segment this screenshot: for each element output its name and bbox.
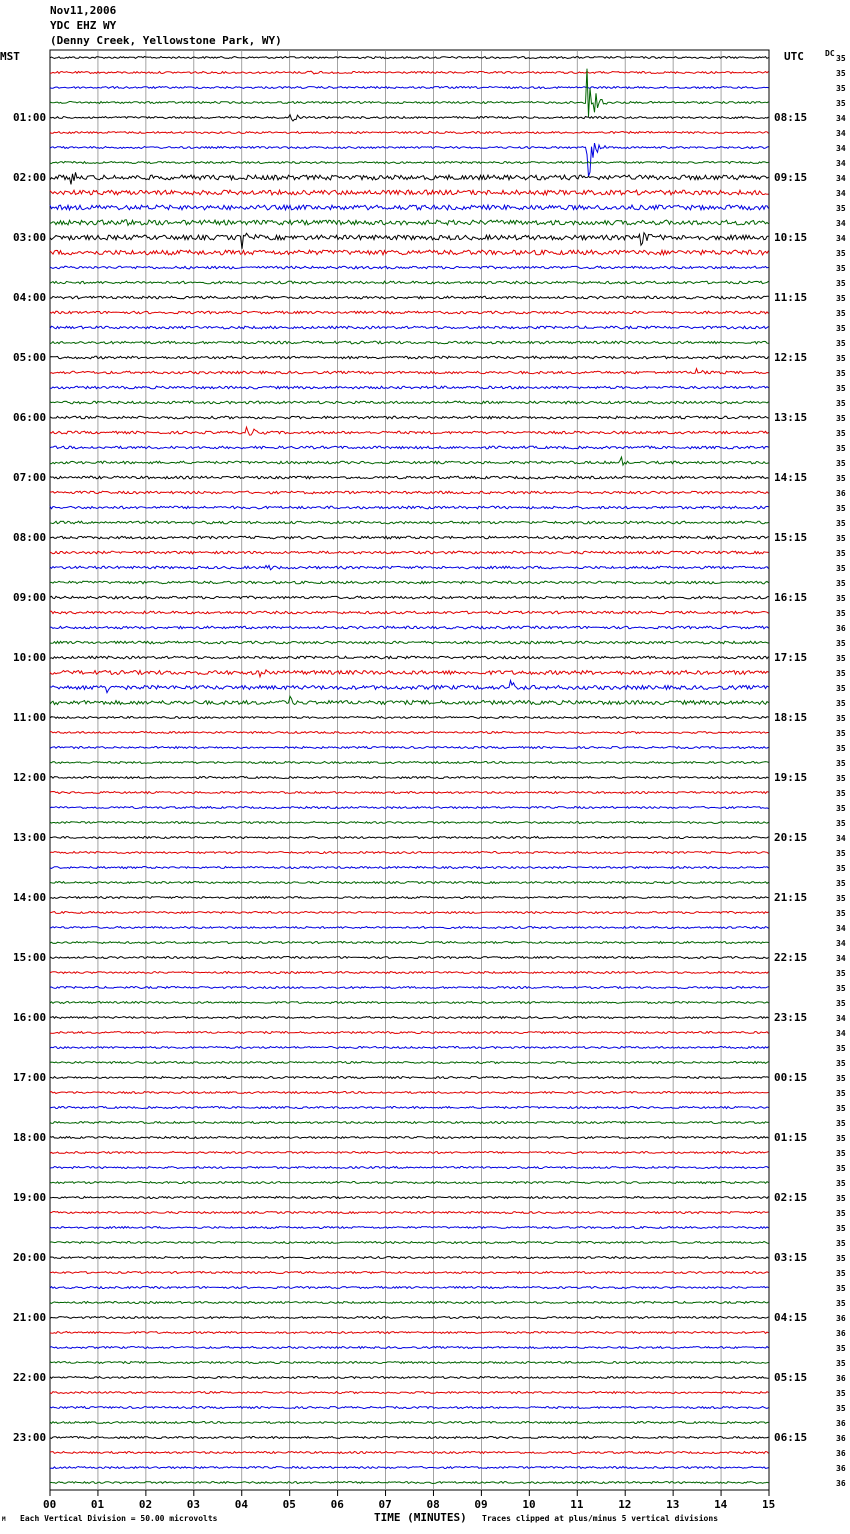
dc-offset-label: 34 — [836, 218, 846, 228]
x-tick-label: 07 — [378, 1498, 392, 1511]
left-hour-label: 11:00 — [13, 710, 47, 724]
dc-offset-label: 35 — [836, 893, 846, 903]
left-hour-label: 14:00 — [13, 890, 47, 904]
dc-title: DC — [825, 49, 835, 58]
dc-offset-label: 34 — [836, 173, 846, 183]
left-hour-label: 10:00 — [13, 650, 47, 664]
dc-offset-label: 35 — [836, 308, 846, 318]
dc-offset-label: 35 — [836, 668, 846, 678]
dc-offset-label: 35 — [836, 53, 846, 63]
dc-offset-label: 34 — [836, 233, 846, 243]
x-tick-label: 15 — [762, 1498, 776, 1511]
x-tick-label: 03 — [186, 1498, 201, 1511]
left-hour-label: 21:00 — [13, 1310, 47, 1324]
right-hour-label: 17:15 — [774, 650, 808, 664]
right-hour-label: 14:15 — [774, 470, 808, 484]
dc-offset-label: 35 — [836, 1388, 846, 1398]
x-tick-label: 09 — [474, 1498, 488, 1511]
x-tick-label: 12 — [618, 1498, 632, 1511]
dc-offset-label: 35 — [836, 1403, 846, 1413]
dc-offset-label: 36 — [836, 1328, 846, 1338]
left-hour-label: 02:00 — [13, 170, 47, 184]
dc-offset-label: 35 — [836, 1148, 846, 1158]
dc-offset-label: 35 — [836, 848, 846, 858]
dc-offset-label: 35 — [836, 458, 846, 468]
x-tick-label: 06 — [330, 1498, 344, 1511]
left-hour-label: 16:00 — [13, 1010, 47, 1024]
right-hour-label: 01:15 — [774, 1130, 808, 1144]
dc-offset-label: 35 — [836, 338, 846, 348]
dc-offset-label: 35 — [836, 803, 846, 813]
dc-offset-label: 35 — [836, 278, 846, 288]
dc-offset-label: 35 — [836, 263, 846, 273]
dc-offset-label: 35 — [836, 428, 846, 438]
left-hour-label: 08:00 — [13, 530, 47, 544]
right-hour-label: 15:15 — [774, 530, 808, 544]
dc-offset-label: 35 — [836, 98, 846, 108]
dc-offset-label: 35 — [836, 1343, 846, 1353]
dc-offset-label: 35 — [836, 1238, 846, 1248]
x-axis-label: TIME (MINUTES) — [374, 1511, 467, 1524]
dc-offset-label: 36 — [836, 1313, 846, 1323]
dc-offset-label: 35 — [836, 1043, 846, 1053]
x-tick-label: 10 — [522, 1498, 536, 1511]
dc-offset-label: 35 — [836, 1268, 846, 1278]
dc-offset-label: 35 — [836, 1208, 846, 1218]
left-hour-label: 23:00 — [13, 1430, 47, 1444]
dc-offset-label: 35 — [836, 653, 846, 663]
x-tick-label: 05 — [282, 1498, 296, 1511]
dc-offset-label: 34 — [836, 833, 846, 843]
dc-offset-label: 35 — [836, 1178, 846, 1188]
dc-offset-label: 35 — [836, 548, 846, 558]
dc-offset-label: 35 — [836, 1133, 846, 1143]
dc-offset-label: 35 — [836, 1088, 846, 1098]
dc-offset-label: 35 — [836, 713, 846, 723]
corner-mark: M — [2, 1516, 6, 1523]
right-hour-label: 18:15 — [774, 710, 808, 724]
left-hour-label: 15:00 — [13, 950, 47, 964]
dc-offset-label: 35 — [836, 518, 846, 528]
dc-offset-label: 35 — [836, 473, 846, 483]
dc-offset-label: 35 — [836, 248, 846, 258]
dc-offset-label: 35 — [836, 1193, 846, 1203]
dc-offset-label: 36 — [836, 1418, 846, 1428]
left-hour-label: 19:00 — [13, 1190, 47, 1204]
dc-offset-label: 35 — [836, 323, 846, 333]
dc-offset-label: 35 — [836, 863, 846, 873]
dc-offset-label: 35 — [836, 608, 846, 618]
dc-offset-label: 35 — [836, 578, 846, 588]
dc-offset-label: 35 — [836, 1253, 846, 1263]
left-axis-title: MST — [0, 50, 20, 63]
date-label: Nov11,2006 — [50, 4, 117, 17]
dc-offset-label: 35 — [836, 1103, 846, 1113]
right-hour-label: 06:15 — [774, 1430, 808, 1444]
dc-offset-label: 35 — [836, 818, 846, 828]
dc-offset-label: 35 — [836, 68, 846, 78]
left-hour-label: 12:00 — [13, 770, 47, 784]
dc-offset-label: 35 — [836, 1163, 846, 1173]
dc-offset-label: 36 — [836, 623, 846, 633]
dc-offset-label: 35 — [836, 1223, 846, 1233]
right-hour-label: 23:15 — [774, 1010, 808, 1024]
dc-offset-label: 34 — [836, 1013, 846, 1023]
x-tick-label: 02 — [138, 1498, 153, 1511]
right-hour-label: 13:15 — [774, 410, 808, 424]
right-hour-label: 05:15 — [774, 1370, 808, 1384]
left-hour-label: 18:00 — [13, 1130, 47, 1144]
dc-offset-label: 35 — [836, 1298, 846, 1308]
dc-offset-label: 35 — [836, 743, 846, 753]
dc-offset-label: 35 — [836, 533, 846, 543]
dc-offset-label: 36 — [836, 1478, 846, 1488]
x-tick-label: 04 — [234, 1498, 248, 1511]
right-hour-label: 11:15 — [774, 290, 808, 304]
dc-offset-label: 35 — [836, 443, 846, 453]
right-axis-title: UTC — [784, 50, 804, 63]
dc-offset-label: 34 — [836, 188, 846, 198]
right-hour-label: 04:15 — [774, 1310, 808, 1324]
dc-offset-label: 35 — [836, 638, 846, 648]
right-hour-label: 12:15 — [774, 350, 808, 364]
dc-offset-label: 35 — [836, 563, 846, 573]
dc-offset-label: 35 — [836, 368, 846, 378]
dc-offset-label: 35 — [836, 968, 846, 978]
dc-offset-label: 35 — [836, 203, 846, 213]
right-hour-label: 10:15 — [774, 230, 808, 244]
dc-offset-label: 35 — [836, 998, 846, 1008]
right-hour-label: 02:15 — [774, 1190, 808, 1204]
dc-offset-label: 34 — [836, 113, 846, 123]
dc-offset-label: 35 — [836, 593, 846, 603]
x-tick-label: 01 — [90, 1498, 105, 1511]
left-hour-label: 05:00 — [13, 350, 47, 364]
dc-offset-label: 34 — [836, 143, 846, 153]
dc-offset-label: 34 — [836, 923, 846, 933]
dc-offset-label: 35 — [836, 398, 846, 408]
right-hour-label: 08:15 — [774, 110, 808, 124]
dc-offset-label: 34 — [836, 953, 846, 963]
right-hour-label: 16:15 — [774, 590, 808, 604]
left-hour-label: 04:00 — [13, 290, 47, 304]
dc-offset-label: 35 — [836, 908, 846, 918]
right-hour-label: 03:15 — [774, 1250, 808, 1264]
clip-note: Traces clipped at plus/minus 5 vertical divisions — [482, 1514, 719, 1523]
dc-offset-label: 35 — [836, 758, 846, 768]
right-hour-label: 20:15 — [774, 830, 808, 844]
dc-offset-label: 35 — [836, 413, 846, 423]
dc-offset-label: 35 — [836, 698, 846, 708]
left-hour-label: 22:00 — [13, 1370, 47, 1384]
dc-offset-label: 35 — [836, 1058, 846, 1068]
left-hour-label: 13:00 — [13, 830, 47, 844]
dc-offset-label: 34 — [836, 128, 846, 138]
dc-offset-label: 35 — [836, 293, 846, 303]
dc-offset-label: 35 — [836, 878, 846, 888]
left-hour-label: 07:00 — [13, 470, 47, 484]
dc-offset-label: 35 — [836, 1118, 846, 1128]
dc-offset-label: 36 — [836, 1448, 846, 1458]
dc-offset-label: 35 — [836, 1358, 846, 1368]
x-tick-label: 13 — [666, 1498, 680, 1511]
dc-offset-label: 35 — [836, 83, 846, 93]
dc-offset-label: 35 — [836, 773, 846, 783]
dc-offset-label: 35 — [836, 383, 846, 393]
dc-offset-label: 35 — [836, 1073, 846, 1083]
right-hour-label: 19:15 — [774, 770, 808, 784]
dc-offset-label: 35 — [836, 1283, 846, 1293]
dc-offset-label: 35 — [836, 683, 846, 693]
left-hour-label: 01:00 — [13, 110, 47, 124]
left-hour-label: 09:00 — [13, 590, 47, 604]
location-label: (Denny Creek, Yellowstone Park, WY) — [50, 34, 282, 47]
x-tick-label: 14 — [714, 1498, 728, 1511]
station-label: YDC EHZ WY — [50, 19, 117, 32]
dc-offset-label: 36 — [836, 1463, 846, 1473]
dc-offset-label: 34 — [836, 938, 846, 948]
left-hour-label: 17:00 — [13, 1070, 47, 1084]
left-hour-label: 03:00 — [13, 230, 47, 244]
scale-note: Each Vertical Division = 50.00 microvolts — [20, 1514, 218, 1523]
dc-offset-label: 34 — [836, 1028, 846, 1038]
right-hour-label: 22:15 — [774, 950, 808, 964]
dc-offset-label: 35 — [836, 728, 846, 738]
dc-offset-label: 36 — [836, 1433, 846, 1443]
right-hour-label: 21:15 — [774, 890, 808, 904]
left-hour-label: 20:00 — [13, 1250, 47, 1264]
x-tick-label: 11 — [570, 1498, 584, 1511]
dc-offset-label: 34 — [836, 158, 846, 168]
dc-offset-label: 35 — [836, 983, 846, 993]
left-hour-label: 06:00 — [13, 410, 47, 424]
dc-offset-label: 36 — [836, 1373, 846, 1383]
dc-offset-label: 36 — [836, 488, 846, 498]
dc-offset-label: 35 — [836, 353, 846, 363]
dc-offset-label: 35 — [836, 503, 846, 513]
right-hour-label: 09:15 — [774, 170, 808, 184]
dc-offset-label: 35 — [836, 788, 846, 798]
x-tick-label: 08 — [426, 1498, 440, 1511]
right-hour-label: 00:15 — [774, 1070, 808, 1084]
x-tick-label: 00 — [43, 1498, 57, 1511]
